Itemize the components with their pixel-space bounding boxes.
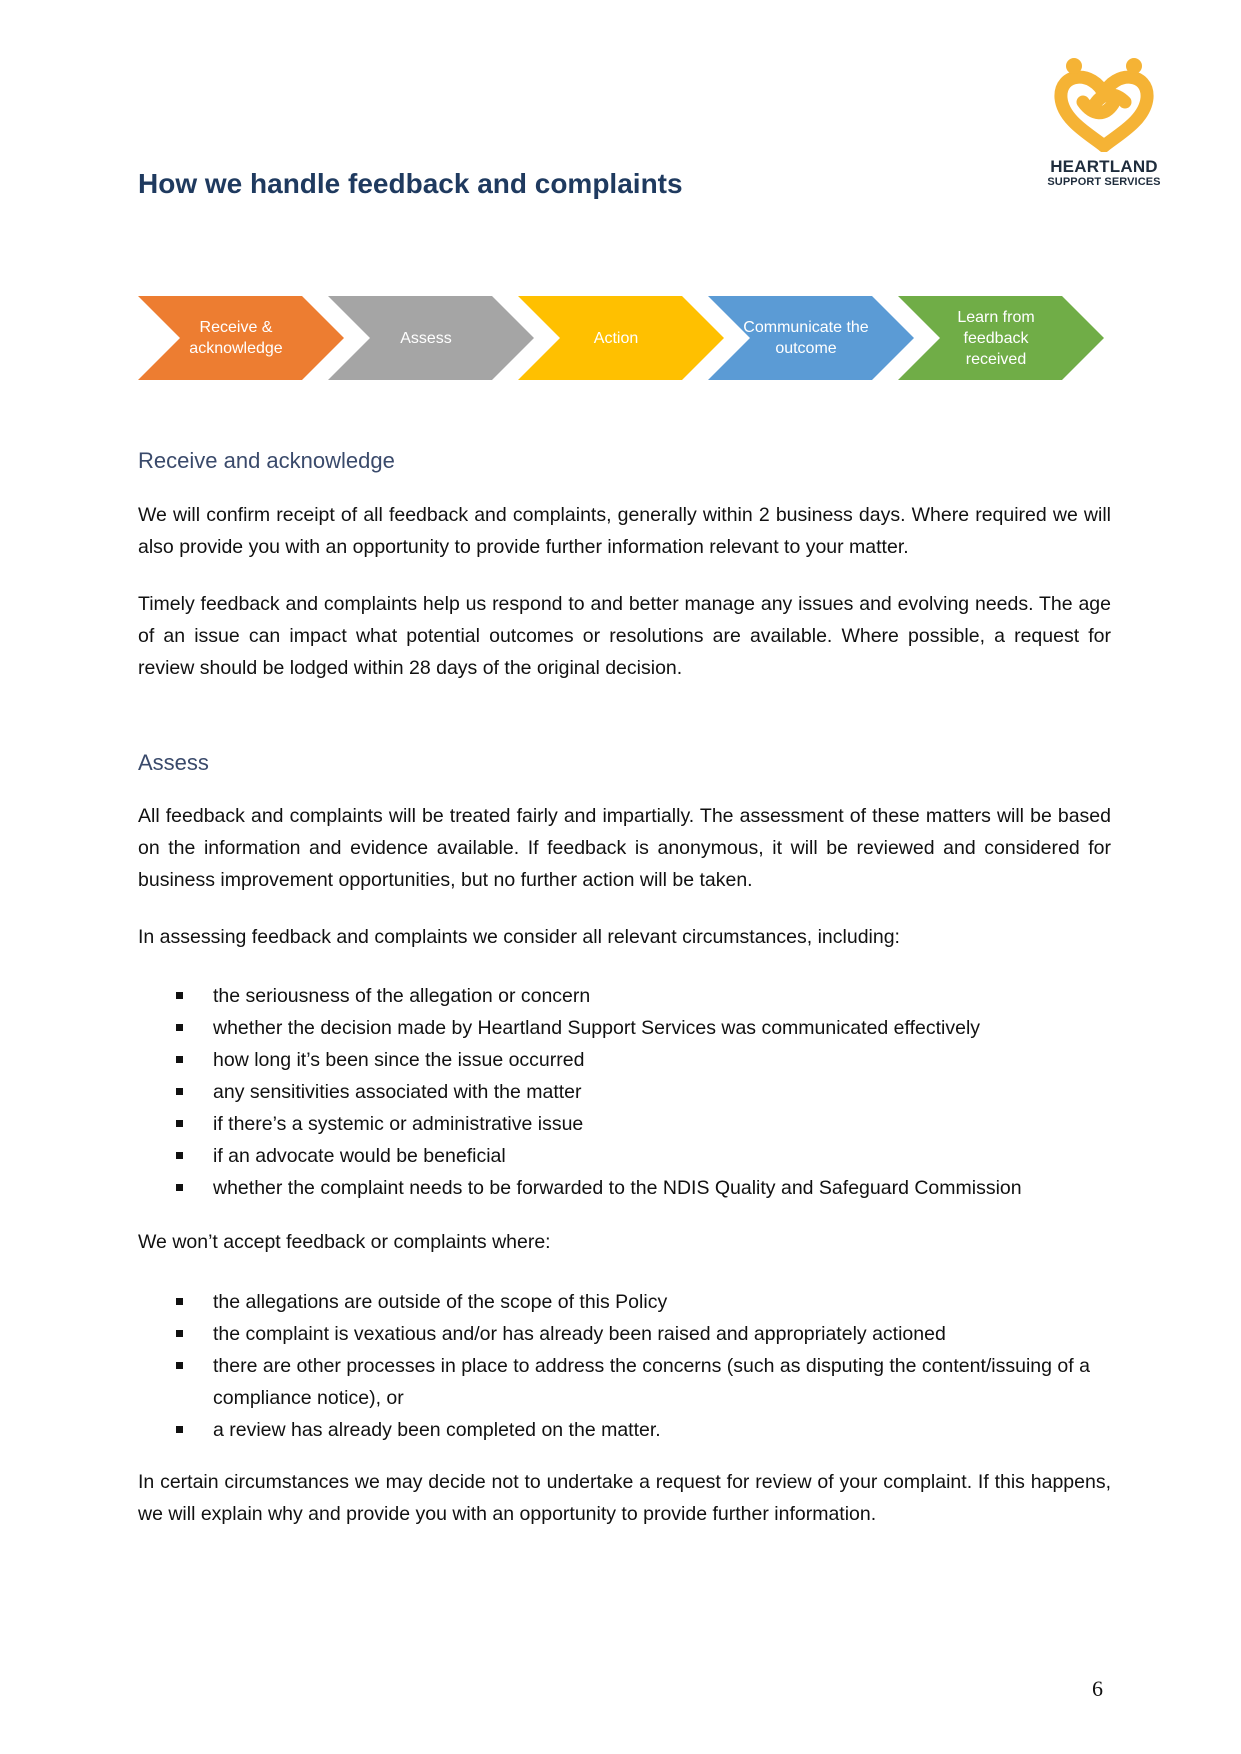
list-item	[138, 1318, 1111, 1350]
heart-people-logo-icon	[1049, 56, 1159, 152]
process-flow	[138, 296, 1098, 380]
list-item	[138, 1350, 1111, 1414]
list-item-text: a review has already been completed on the matter.	[213, 1419, 661, 1441]
square-bullet-icon	[176, 992, 183, 999]
process-step-label: Receive & acknowledge	[189, 319, 283, 357]
company-logo	[1036, 56, 1172, 189]
page-title: How we handle feedback and complaints	[138, 168, 683, 199]
process-step-action	[518, 296, 724, 380]
list-item	[138, 1140, 1111, 1172]
process-step-label: Action	[593, 329, 639, 347]
list-item	[138, 1414, 1111, 1446]
square-bullet-icon	[176, 1184, 183, 1191]
square-bullet-icon	[176, 1024, 183, 1031]
list-item-text: the seriousness of the allegation or concern	[213, 985, 591, 1007]
circumstances-list	[138, 980, 1111, 1204]
list-item-text: the allegations are outside of the scope of this Policy	[213, 1291, 668, 1313]
list-item	[138, 980, 1111, 1012]
square-bullet-icon	[176, 1298, 183, 1305]
paragraph: We won’t accept feedback or complaints where:	[138, 1231, 551, 1253]
process-step-label: Learn from feedback received	[957, 308, 1035, 368]
logo-subtitle: SUPPORT SERVICES	[1047, 176, 1161, 188]
list-item-text: whether the decision made by Heartland Support Services was communicated effectively	[213, 1017, 981, 1039]
section-heading-receive: Receive and acknowledge	[138, 448, 395, 473]
page-number: 6	[1092, 1676, 1103, 1701]
square-bullet-icon	[176, 1120, 183, 1127]
paragraph: All feedback and complaints will be treated fairly and impartially. The assessment of these matters will be based on the information and evidence available. If feedback is anonymous, it will be reviewed and considered for business improvement opportunities, but no further action will be taken.	[138, 805, 1111, 891]
paragraph: We will confirm receipt of all feedback and complaints, generally within 2 business days. Where required we will also provide you with an opportunity to provide further information relevant to your matter.	[138, 504, 1111, 558]
section-heading-assess: Assess	[138, 750, 209, 775]
list-item-text: the complaint is vexatious and/or has already been raised and appropriately actioned	[213, 1323, 946, 1345]
list-item-text: how long it’s been since the issue occurred	[213, 1049, 585, 1071]
paragraph: Timely feedback and complaints help us respond to and better manage any issues and evolving needs. The age of an issue can impact what potential outcomes or resolutions are available. Where possible, a request for review should be lodged within 28 days of the original decision.	[138, 593, 1111, 679]
list-item-text: any sensitivities associated with the matter	[213, 1081, 582, 1103]
square-bullet-icon	[176, 1152, 183, 1159]
logo-title: HEARTLAND	[1050, 157, 1158, 176]
square-bullet-icon	[176, 1330, 183, 1337]
list-item-text: whether the complaint needs to be forwarded to the NDIS Quality and Safeguard Commission	[213, 1177, 1022, 1199]
square-bullet-icon	[176, 1056, 183, 1063]
process-step-label: Assess	[400, 329, 452, 347]
square-bullet-icon	[176, 1426, 183, 1433]
process-step-receive	[138, 296, 344, 380]
list-item	[138, 1076, 1111, 1108]
list-item	[138, 1012, 1111, 1044]
list-item-text: if an advocate would be beneficial	[213, 1145, 506, 1167]
process-step-learn	[898, 296, 1104, 380]
process-step-assess	[328, 296, 534, 380]
list-item-text: if there’s a systemic or administrative issue	[213, 1113, 584, 1135]
square-bullet-icon	[176, 1088, 183, 1095]
list-item	[138, 1108, 1111, 1140]
list-item	[138, 1044, 1111, 1076]
square-bullet-icon	[176, 1362, 183, 1369]
paragraph: In certain circumstances we may decide not to undertake a request for review of your complaint. If this happens, we will explain why and provide you with an opportunity to provide further information.	[138, 1471, 1111, 1525]
process-step-communicate	[708, 296, 914, 380]
process-step-label: Communicate the outcome	[743, 319, 869, 357]
list-item	[138, 1172, 1111, 1204]
paragraph: In assessing feedback and complaints we consider all relevant circumstances, including:	[138, 926, 900, 948]
list-item	[138, 1286, 1111, 1318]
list-item-text: there are other processes in place to address the concerns (such as disputing the content/issuing of a compliance notice), or	[213, 1355, 1090, 1409]
exclusions-list	[138, 1286, 1111, 1446]
